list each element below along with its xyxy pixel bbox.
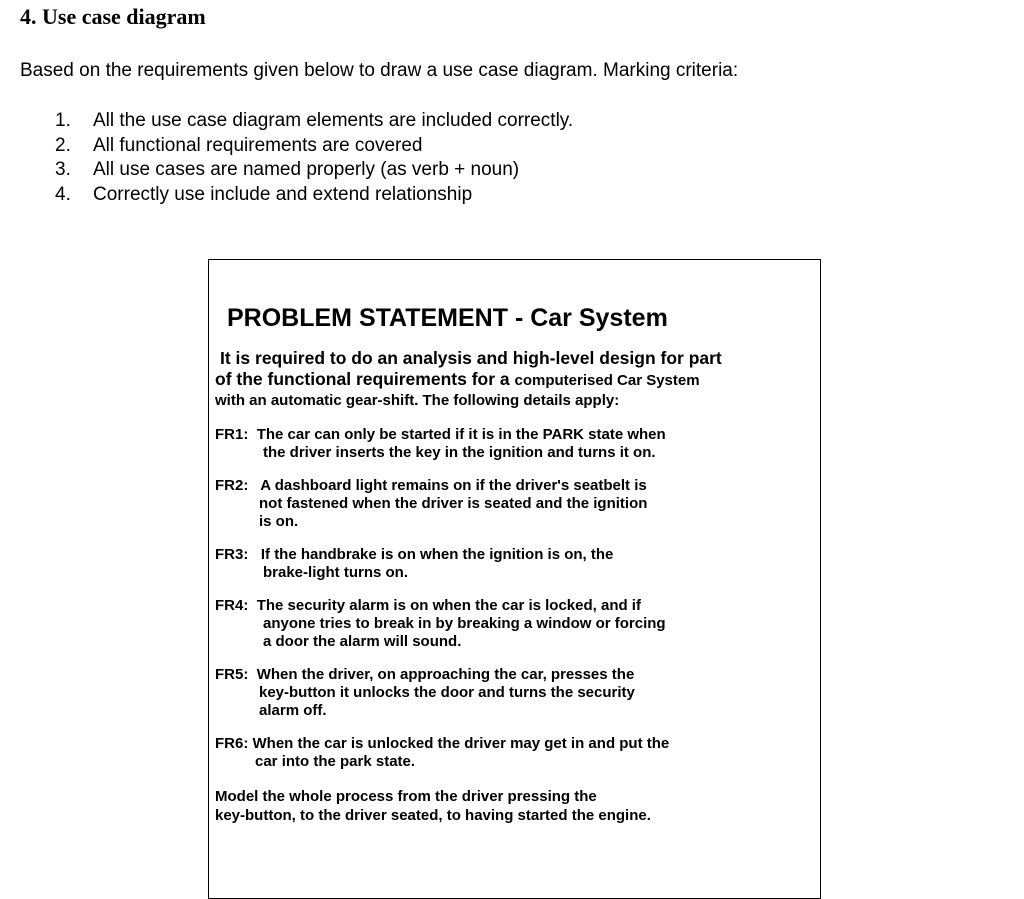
problem-title: PROBLEM STATEMENT - Car System: [227, 304, 668, 332]
problem-statement-box: [208, 259, 821, 899]
problem-intro: It is required to do an analysis and high-level design for part of the functional requirements for a computerised Car System with an automatic gear-shift. The following details apply:: [215, 348, 722, 409]
criteria-item: 4. Correctly use include and extend relationship: [55, 183, 473, 205]
requirement-fr5: FR5: When the driver, on approaching the car, presses the key-button it unlocks the door and turns the security alarm off.: [215, 666, 635, 719]
requirement-fr6: FR6: When the car is unlocked the driver may get in and put the car into the park state.: [215, 735, 670, 770]
marking-criteria-list: [55, 109, 573, 207]
criteria-item: 2. All functional requirements are covered: [55, 134, 423, 156]
problem-body: [215, 348, 815, 825]
requirement-fr2: FR2: A dashboard light remains on if the driver's seatbelt is not fastened when the driver is seated and the ignition is on.: [215, 477, 648, 530]
requirement-fr3: FR3: If the handbrake is on when the ignition is on, the brake-light turns on.: [215, 546, 614, 581]
model-instruction: Model the whole process from the driver pressing the key-button, to the driver seated, to having started the engine.: [215, 788, 651, 824]
requirement-fr1: FR1: The car can only be started if it is in the PARK state when the driver inserts the key in the ignition and turns it on.: [215, 426, 666, 461]
criteria-item: 3. All use cases are named properly (as verb + noun): [55, 159, 520, 180]
requirement-fr4: FR4: The security alarm is on when the car is locked, and if anyone tries to break in by breaking a window or forcing a door the alarm will sound.: [215, 597, 666, 650]
section-heading: 4. Use case diagram: [20, 4, 206, 29]
criteria-item: 1. All the use case diagram elements are included correctly.: [55, 110, 574, 131]
instructions-text: Based on the requirements given below to draw a use case diagram. Marking criteria:: [20, 60, 739, 81]
